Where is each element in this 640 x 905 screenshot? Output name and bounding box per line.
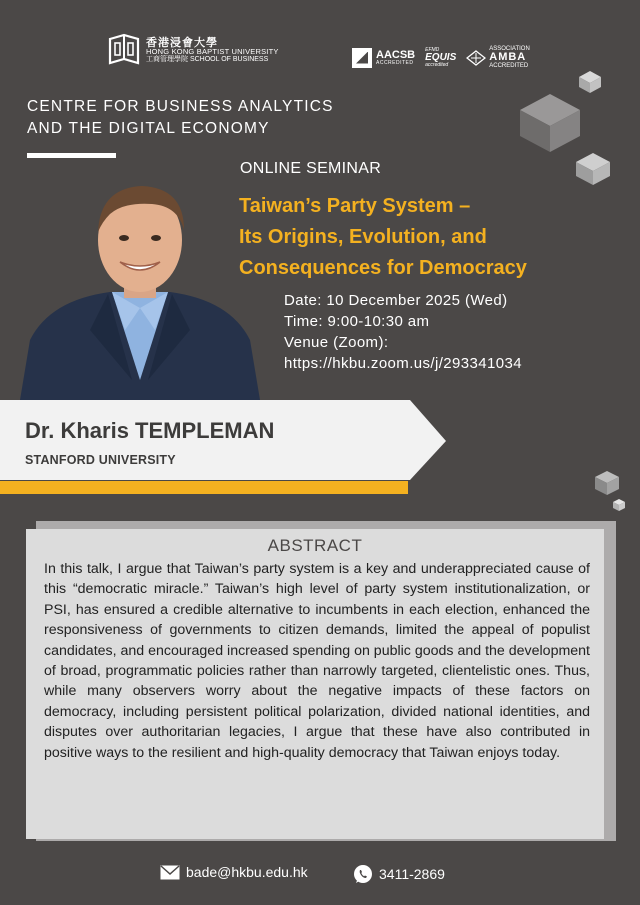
talk-title-line1: Taiwan’s Party System – — [239, 195, 471, 217]
centre-title-line1: CENTRE FOR BUSINESS ANALYTICS — [27, 98, 334, 115]
university-name-zh: 香港浸會大學 — [146, 35, 218, 49]
accreditation-logos — [352, 46, 530, 69]
email-contact — [160, 864, 308, 880]
seminar-type-label: ONLINE SEMINAR — [240, 160, 382, 177]
tiny-cube-icon — [612, 498, 626, 512]
talk-title-line2: Its Origins, Evolution, and — [239, 226, 487, 248]
hkbu-emblem-icon — [108, 33, 140, 67]
amba-sub: ACCREDITED — [489, 63, 529, 69]
envelope-icon — [160, 865, 180, 880]
speaker-affiliation: STANFORD UNIVERSITY — [25, 453, 176, 467]
aacsb-label: AACSB — [376, 48, 416, 61]
abstract-heading: ABSTRACT — [267, 536, 363, 555]
centre-title — [27, 96, 334, 140]
centre-title-line2: AND THE DIGITAL ECONOMY — [27, 120, 270, 137]
amba-top: ASSOCIATION — [489, 46, 530, 52]
event-details — [284, 290, 522, 374]
equis-sub: accredited — [425, 61, 449, 68]
small-cube-icon — [578, 70, 602, 94]
speaker-photo — [20, 180, 260, 400]
amba-label: AMBA — [489, 51, 527, 63]
equis-label: EQUIS — [425, 51, 457, 63]
talk-title-line3: Consequences for Democracy — [239, 257, 527, 279]
aacsb-mark-icon — [352, 48, 372, 68]
aacsb-logo — [352, 48, 415, 68]
email-address[interactable]: bade@hkbu.edu.hk — [186, 864, 308, 880]
phone-contact — [353, 864, 445, 884]
speaker-name: Dr. Kharis TEMPLEMAN — [25, 418, 275, 443]
accent-bar — [0, 481, 408, 494]
title-underline — [27, 153, 116, 158]
side-cube-icon — [594, 470, 620, 496]
medium-cube-icon — [575, 152, 611, 186]
large-cube-icon — [518, 92, 582, 154]
amba-mark-icon — [466, 50, 486, 66]
university-name-en: HONG KONG BAPTIST UNIVERSITY — [146, 47, 279, 57]
zoom-link[interactable]: https://hkbu.zoom.us/j/293341034 — [284, 355, 522, 372]
abstract-text: In this talk, I argue that Taiwan’s party system is a key and underappreciated cause of this “democratic miracle.” Taiwan’s high level of party system institutionalization, or PSI, has ensured a credible alternative to incumbents in each election, enhanced the responsiveness of governments to citizen demands, limited the appeal of populist candidates, and encouraged increased spending on public goods and the development of broad, programmatic policies rather than narrowly targeted, clientelistic ones. Thus, while many observers worry about the negative impacts of these factors on democracy, including persistent political polarization, divided national identities, and disputes over authoritarian legacies, I argue that these have also contributed in positive ways to the resilient and high-quality democracy that Taiwan enjoys today. — [44, 561, 590, 761]
talk-title — [239, 191, 527, 284]
event-date: Date: 10 December 2025 (Wed) — [284, 292, 508, 309]
event-time: Time: 9:00-10:30 am — [284, 313, 430, 330]
school-name: 工商管理學院 SCHOOL OF BUSINESS — [146, 56, 269, 64]
contact-footer — [0, 864, 640, 888]
event-venue: Venue (Zoom): — [284, 334, 389, 351]
amba-logo — [466, 46, 530, 69]
hkbu-logo — [108, 33, 279, 67]
equis-logo — [425, 48, 456, 68]
whatsapp-phone-icon — [353, 864, 373, 884]
aacsb-sub: ACCREDITED — [376, 59, 414, 66]
equis-top: EFMD — [425, 46, 440, 53]
phone-number[interactable]: 3411-2869 — [379, 866, 445, 882]
